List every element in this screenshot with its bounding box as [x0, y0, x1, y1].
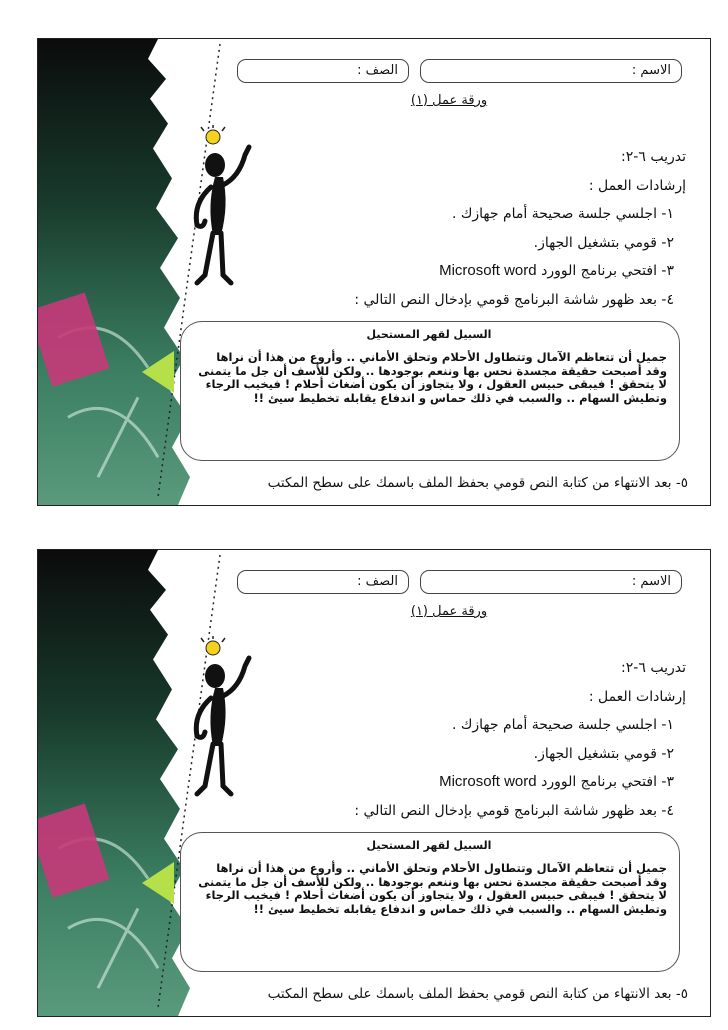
- step-2: ٢- قومي بتشغيل الجهاز.: [533, 745, 674, 762]
- step-4: ٤- بعد ظهور شاشة البرنامج قومي بإدخال النص التالي :: [354, 291, 674, 308]
- instructions-heading: إرشادات العمل :: [588, 688, 686, 705]
- name-field[interactable]: الاسم :: [420, 59, 682, 83]
- green-arrow-icon: [142, 862, 174, 904]
- text-box-title: السبيل لقهر المستحيل: [366, 839, 492, 852]
- text-box-title: السبيل لقهر المستحيل: [366, 328, 492, 341]
- step-5: ٥- بعد الانتهاء من كتابة النص قومي بحفظ الملف باسمك على سطح المكتب: [267, 475, 688, 491]
- step-3-arabic: ٣- افتحي برنامج الوورد: [541, 263, 674, 279]
- worksheet-page-1: [37, 38, 711, 506]
- step-3-program: Microsoft word: [439, 262, 537, 279]
- thinking-person-figure: [193, 636, 263, 801]
- class-field[interactable]: الصف :: [237, 59, 409, 83]
- worksheet-title: ورقة عمل (١): [410, 604, 488, 619]
- step-3-program: Microsoft word: [439, 773, 537, 790]
- instructions-heading: إرشادات العمل :: [588, 177, 686, 194]
- text-box: [180, 321, 680, 461]
- thinking-person-figure: [193, 125, 263, 290]
- text-box-body: جميل أن تتعاظم الآمال وتتطاول الأحلام وتحلق الأماني .. وأروع من هذا أن نراها وقد أصبحت حقيقة مجسدة نحس بها وننعم بوجودها .. ولكن للأسف أن جل ما يتمنى لا يتحقق ! فيبقى حبيس العقول ، ولا يتجاوز أن يكون أضغاث أحلام ! فيخيب الرجاء وتطيش السهام .. والسبب في ذلك حماس و اندفاع يقابله تخطيط سيئ !!: [198, 861, 667, 916]
- step-4: ٤- بعد ظهور شاشة البرنامج قومي بإدخال النص التالي :: [354, 802, 674, 819]
- worksheet-title: ورقة عمل (١): [410, 93, 488, 108]
- instructions-list: [266, 654, 686, 825]
- step-1: ١- اجلسي جلسة صحيحة أمام جهازك .: [451, 206, 674, 222]
- step-2: ٢- قومي بتشغيل الجهاز.: [533, 234, 674, 251]
- green-arrow-icon: [142, 351, 174, 393]
- class-field[interactable]: الصف :: [237, 570, 409, 594]
- step-3-arabic: ٣- افتحي برنامج الوورد: [541, 774, 674, 790]
- instructions-list: [266, 143, 686, 314]
- step-3: [266, 257, 686, 286]
- text-box: [180, 832, 680, 972]
- text-box-body: جميل أن تتعاظم الآمال وتتطاول الأحلام وتحلق الأماني .. وأروع من هذا أن نراها وقد أصبحت حقيقة مجسدة نحس بها وننعم بوجودها .. ولكن للأسف أن جل ما يتمنى لا يتحقق ! فيبقى حبيس العقول ، ولا يتجاوز أن يكون أضغاث أحلام ! فيخيب الرجاء وتطيش السهام .. والسبب في ذلك حماس و اندفاع يقابله تخطيط سيئ !!: [198, 350, 667, 405]
- step-3: [266, 768, 686, 797]
- step-1: ١- اجلسي جلسة صحيحة أمام جهازك .: [451, 717, 674, 733]
- name-field[interactable]: الاسم :: [420, 570, 682, 594]
- training-label: تدريب ٦-٢:: [621, 149, 686, 165]
- step-5: ٥- بعد الانتهاء من كتابة النص قومي بحفظ الملف باسمك على سطح المكتب: [267, 986, 688, 1002]
- worksheet-page-2: [37, 549, 711, 1017]
- training-label: تدريب ٦-٢:: [621, 660, 686, 676]
